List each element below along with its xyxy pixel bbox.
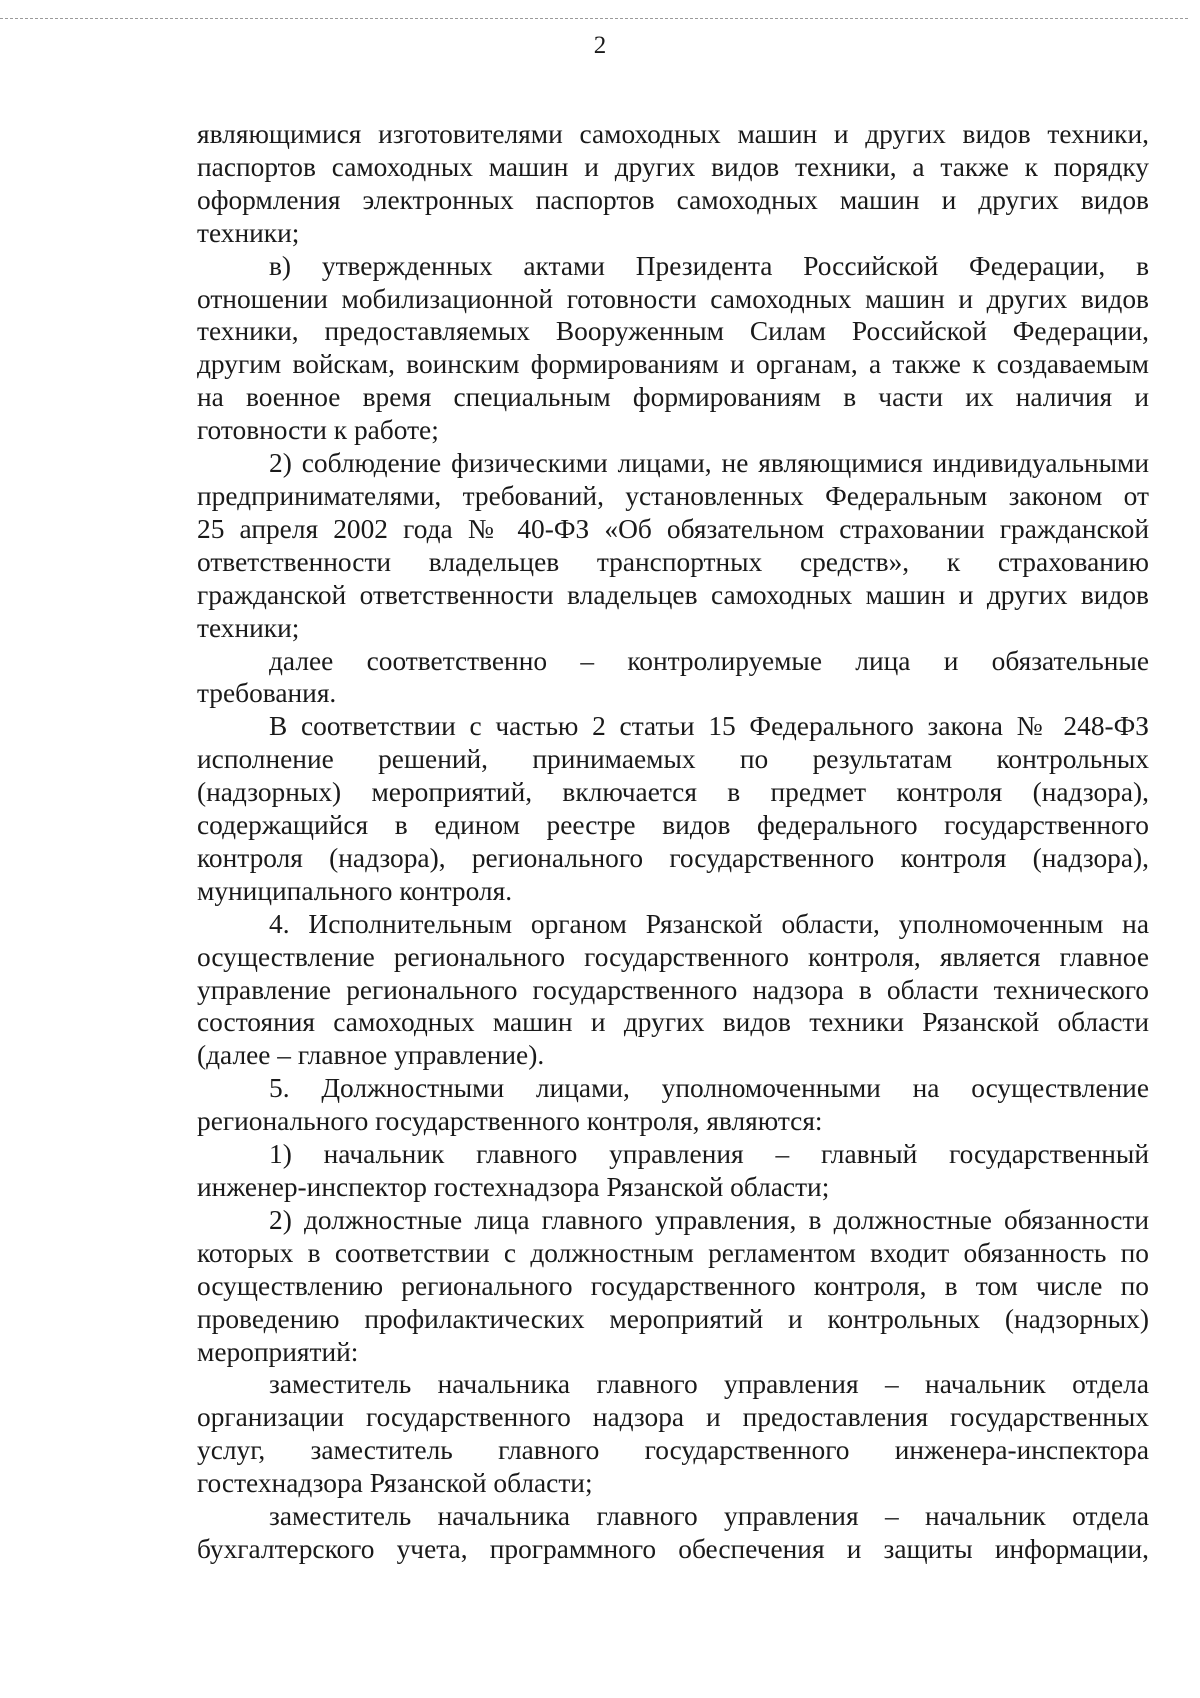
- document-text-line: бухгалтерского учета, программного обеспечения и защиты информации,: [197, 1533, 1149, 1564]
- page-number: 2: [593, 32, 607, 59]
- document-text-line: организации государственного надзора и предоставления государственных: [197, 1402, 1149, 1433]
- document-text-line: инженер-инспектор гостехнадзора Рязанской области;: [197, 1172, 830, 1202]
- document-text-line: в) утвержденных актами Президента Российской Федерации, в: [269, 250, 1149, 281]
- document-text-line: управление регионального государственного надзора в области технического: [197, 974, 1149, 1005]
- document-text-line: оформления электронных паспортов самоходных машин и других видов: [197, 184, 1149, 215]
- document-text-line: ответственности владельцев транспортных средств», к страхованию: [197, 546, 1149, 577]
- document-text-line: муниципального контроля.: [197, 875, 513, 906]
- document-text-line: состояния самоходных машин и других видов техники Рязанской области: [197, 1007, 1149, 1038]
- document-text-line: В соответствии с частью 2 статьи 15 Федерального закона № 248-ФЗ: [269, 711, 1149, 742]
- page-top-rule: [0, 18, 1188, 19]
- document-text-line: другим войскам, воинским формированиям и органам, а также к создаваемым: [197, 349, 1149, 380]
- document-text-line: техники;: [197, 612, 300, 643]
- document-text-line: на военное время специальным формированиям в части их наличия и: [197, 382, 1149, 413]
- document-text-line: (далее – главное управление).: [197, 1040, 545, 1071]
- document-text-line: услуг, заместитель главного государственного инженера-инспектора: [197, 1435, 1149, 1466]
- document-text-line: осуществление регионального государственного контроля, является главное: [197, 941, 1149, 972]
- document-text-line: проведению профилактических мероприятий и контрольных (надзорных): [197, 1303, 1149, 1334]
- document-text-line: техники, предоставляемых Вооруженным Силам Российской Федерации,: [197, 316, 1149, 347]
- document-text-line: паспортов самоходных машин и других видов техники, а также к порядку: [197, 151, 1149, 182]
- document-text-line: заместитель начальника главного управления – начальник отдела: [269, 1369, 1149, 1400]
- document-text-line: являющимися изготовителями самоходных машин и других видов техники,: [197, 119, 1149, 149]
- document-text-line: требования.: [197, 678, 337, 709]
- document-text-line: контроля (надзора), регионального государственного контроля (надзора),: [197, 842, 1149, 873]
- document-text-line: гостехнадзора Рязанской области;: [197, 1468, 593, 1499]
- document-text-line: мероприятий:: [197, 1336, 359, 1367]
- document-text-line: (надзорных) мероприятий, включается в предмет контроля (надзора),: [197, 777, 1149, 808]
- document-text-line: 2) должностные лица главного управления, в должностные обязанности: [269, 1204, 1149, 1235]
- document-text-line: осуществлению регионального государственного контроля, в том числе по: [197, 1270, 1149, 1301]
- document-text-line: которых в соответствии с должностным регламентом входит обязанность по: [197, 1237, 1149, 1268]
- document-text-line: 1) начальник главного управления – главный государственный: [269, 1139, 1149, 1170]
- document-text-line: предпринимателями, требований, установленных Федеральным законом от: [197, 480, 1149, 511]
- document-text-line: отношении мобилизационной готовности самоходных машин и других видов: [197, 283, 1149, 314]
- document-text-line: 2) соблюдение физическими лицами, не являющимися индивидуальными: [269, 448, 1149, 479]
- document-text-line: содержащийся в едином реестре видов федерального государственного: [197, 810, 1149, 841]
- document-text-line: 25 апреля 2002 года № 40-ФЗ «Об обязательном страховании гражданской: [197, 513, 1149, 544]
- document-text-line: исполнение решений, принимаемых по результатам контрольных: [197, 744, 1149, 775]
- document-text-line: регионального государственного контроля, являются:: [197, 1106, 823, 1137]
- document-text-line: техники;: [197, 217, 300, 248]
- document-text-line: готовности к работе;: [197, 415, 439, 446]
- document-text-line: гражданской ответственности владельцев самоходных машин и других видов: [197, 579, 1149, 610]
- document-text-line: 4. Исполнительным органом Рязанской области, уполномоченным на: [269, 908, 1149, 939]
- document-body: [197, 118, 1149, 1566]
- document-text-line: 5. Должностными лицами, уполномоченными на осуществление: [269, 1073, 1149, 1104]
- document-text-line: заместитель начальника главного управления – начальник отдела: [269, 1501, 1149, 1532]
- document-text-line: далее соответственно – контролируемые лица и обязательные: [269, 645, 1149, 676]
